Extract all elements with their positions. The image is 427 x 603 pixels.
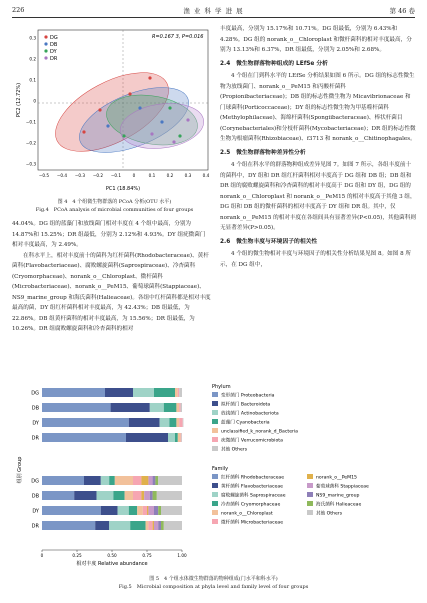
point-dr [186,118,189,121]
bar-segment [148,476,152,485]
bar-segment [129,506,137,515]
pcoa-xlabel: PC1 (18.84%) [105,186,141,192]
composition-xtick: 1.00 [177,553,187,558]
legend-swatch [212,492,218,497]
journal-title: 渔 业 科 学 进 展 [183,7,244,15]
pcoa-chart [12,24,217,199]
legend-swatch [212,437,218,442]
legend-label: 放线菌门 Actinobacteriota [221,411,279,417]
pcoa-ytick: 0 [33,98,36,104]
right-paragraph-1: 丰度最高，分别为 15.17%和 10.71%。DG 组最低，分别为 6.43%和 4.28%。DG 组的 norank_o__Chloroplast 和微杆菌科的相对丰度最高，分别为 13.13%和 6.37%，DR 组最低，分别为 2.05%和 2.68%。 [220,26,412,53]
composition-ylabel: 组别 Group [17,456,23,484]
bar-segment [42,403,111,412]
header-rule [12,17,415,18]
bar-segment [176,403,179,412]
bar-segment [42,388,105,397]
pcoa-xtick: 0 [132,173,136,178]
legend-dg: DG [50,35,58,41]
bar-segment [148,506,154,515]
bar-segment [146,521,149,530]
composition-xtick: 0.25 [72,553,82,558]
bar-segment [158,476,182,485]
left-paragraph-1: 44.04%。DG 组的蓝藻门和放线菌门相对丰度在 4 个组中最高，分别为 14.87%和 15.25%；DR 组最低，分别为 2.12%和 4.93%。DY 组疣微菌门相对丰度最高，为 2.49%。 [12,221,206,248]
legend-swatch [307,510,313,515]
bar-segment [158,506,161,515]
bar-segment [150,403,164,412]
bar-segment [153,476,156,485]
bar-segment [109,521,130,530]
legend-label: 疣微菌门 Verrucomicrobiota [221,438,283,444]
legend-swatch [212,446,218,451]
pcoa-xtick: −0.1 [110,173,122,178]
legend-swatch [212,428,218,433]
bar-segment [42,491,74,500]
bar-segment [95,521,109,530]
group-label: DY [32,420,39,427]
legend-label: 冷杏菌科 Cryomorphaceae [221,502,281,508]
bar-segment [126,433,168,442]
bar-segment [42,476,84,485]
group-label: DB [31,405,39,412]
pcoa-xtick: 0.1 [148,173,156,178]
bar-segment [125,491,133,500]
point-dg [98,108,101,111]
bar-segment [154,506,158,515]
bar-segment [133,491,141,500]
section-2-6-heading: 2.6 微生物丰度与环境因子的相关性 [220,238,318,245]
pcoa-ytick: −0.3 [25,161,36,167]
bar-segment [175,388,178,397]
legend-label: 变形菌门 Proteobacteria [221,393,275,399]
bar-segment [153,521,154,530]
group-label: DY [32,508,39,515]
point-db [138,106,141,109]
group-label: DG [31,478,39,485]
bar-segment [141,476,148,485]
pcoa-xtick: −0.4 [56,173,68,178]
section-2-5-heading: 2.5 微生物群落物种差异性分析 [220,149,306,156]
bar-segment [113,491,124,500]
left-paragraph-2: 在科水平上，相对丰度前十的菌科为红杆菌科(Rhodobacteraceae)、黄杆菌科(Flavobacteriaceae)、腐败螺旋菌科(Saprospiraceae)、冷杏菌科(Cryomorphaceae)、norank_o__Chloroplast、微杆菌科(Microbacteriaceae)、norank_o__PeM15、葡萄球菌科(Stappiaceae)、NS9_marine_group 和海氏菌科(Halieaceae)。各组中红杆菌科都是相对丰度最高的菌，DY 组红杆菌科相对丰度最高，为 42.43%；DB 组最低，为 22.86%。DB 组黄杆菌科的相对丰度最高，为 15.56%；DR 组最低，为 10.26%。DR 组腐败螺旋菌科和冷杏菌科的相对 [12,252,211,332]
pcoa-xtick: −0.3 [74,173,86,178]
bar-segment [109,476,115,485]
bar-segment [154,388,175,397]
point-dy [122,134,125,137]
legend-swatch [212,474,218,479]
bar-segment [175,433,178,442]
legend-swatch [212,410,218,415]
bar-segment [137,506,143,515]
legend-swatch-dy [44,49,47,52]
legend-swatch [307,474,313,479]
legend-swatch-db [44,42,47,45]
group-label: DB [31,493,39,500]
bar-segment [164,403,177,412]
fig5-caption-en: Fig.5 Microbial composition at phyla level and family level of four groups [118,584,309,590]
bar-segment [143,506,147,515]
composition-chart [16,380,411,570]
bar-segment [133,388,154,397]
point-dy [178,134,181,137]
volume-label: 第 46 卷 [389,7,415,15]
bar-segment [176,418,179,427]
family-legend-title: Family [212,466,229,472]
legend-label: 拟杆菌门 Bacteroidota [221,402,271,408]
section-2-6-text: 4 个组的微生物相对丰度与环境因子的相关性分析结果见图 8。如图 8 所示，在 DG 组中， [220,251,412,268]
legend-swatch [307,501,313,506]
bar-segment [178,388,179,397]
bar-segment [111,403,150,412]
legend-label: 海氏菌科 Halieaceae [316,502,362,508]
fig4-caption-cn: 图 4 4 个组微生物群落的 PCoA 分析(OTU 水平) [57,199,172,205]
bar-segment [169,418,176,427]
bar-segment [129,418,160,427]
group-label: DR [31,523,39,530]
pcoa-xtick: −0.2 [92,173,104,178]
bar-segment [183,418,184,427]
bar-segment [181,433,182,442]
bar-segment [148,521,152,530]
fig5-caption-cn: 图 5 4 个组水体微生物群落的物种组成(门水平和科水平) [149,576,278,582]
legend-label: 其他 Others [221,447,248,453]
bar-segment [153,491,157,500]
bar-segment [161,521,164,530]
bar-segment [164,521,182,530]
fig4-caption-en: Fig.4 PCoA analysis of microbial communities of four groups [35,207,194,213]
bar-segment [155,476,158,485]
legend-label: 其他 Others [316,511,343,517]
bar-segment [130,521,145,530]
bar-segment [42,433,126,442]
bar-segment [101,506,118,515]
legend-db: DB [50,42,58,48]
bar-segment [115,476,133,485]
composition-xlabel: 相对丰度 Relative abundance [76,561,148,567]
pcoa-xtick: 0.2 [166,173,174,178]
point-dg [82,130,85,133]
legend-swatch [212,419,218,424]
bar-segment [42,506,101,515]
pcoa-ytick: 0.2 [29,56,36,62]
pcoa-ytick: 0.3 [29,35,36,41]
group-label: DG [31,390,39,397]
legend-swatch [212,519,218,524]
legend-swatch-dr [44,56,47,59]
legend-swatch [212,483,218,488]
legend-swatch-dg [44,35,47,38]
legend-label: 蓝藻门 Cyanobacteria [221,420,270,426]
point-dr [172,140,175,143]
composition-xtick: 0.50 [107,553,117,558]
bar-segment [74,491,96,500]
legend-label: 红杆菌科 Rhodobacteraceae [221,475,285,481]
bar-segment [160,418,170,427]
bar-segment [144,491,150,500]
composition-xtick: 0 [40,553,44,558]
legend-label: NS9_marine_group [316,493,360,499]
legend-label: norank_o__PeM15 [316,475,357,481]
legend-label: 微杆菌科 Microbacteriaceae [221,520,284,526]
legend-dr: DR [50,56,58,62]
bar-segment [181,433,182,442]
legend-label: norank_o__Chloroplast [221,511,273,517]
legend-swatch [307,492,313,497]
bar-segment [179,418,183,427]
bar-segment [150,491,153,500]
pcoa-xtick: 0.3 [184,173,192,178]
point-dy [168,106,171,109]
legend-swatch [212,401,218,406]
legend-swatch [307,483,313,488]
bar-segment [147,506,148,515]
pcoa-ytick: −0.1 [25,119,36,125]
point-dg [148,76,151,79]
pcoa-xtick: 0.4 [202,173,210,178]
left-column [12,219,211,335]
bar-segment [154,521,158,530]
point-dg [128,92,131,95]
group-label: DR [31,435,39,442]
pcoa-xtick: −0.5 [38,173,50,178]
legend-label: unclassified_k_norank_d_Bacteria [221,429,298,435]
right-column [220,24,416,270]
legend-label: 黄杆菌科 Flavobacteriaceae [221,484,283,490]
bar-segment [97,491,114,500]
bar-segment [105,388,133,397]
pcoa-ytick: −0.2 [25,140,36,146]
legend-swatch [212,501,218,506]
bar-segment [161,506,182,515]
bar-segment [158,521,161,530]
bar-segment [168,433,175,442]
point-dr [150,132,153,135]
bar-segment [42,418,129,427]
legend-label: 葡萄球菌科 Stappiaceae [316,484,369,490]
legend-dy: DY [50,49,57,55]
pcoa-ytick: 0.1 [29,77,36,83]
bar-segment [141,491,144,500]
bar-segment [179,403,180,412]
phylum-legend-title: Phylum [212,384,231,390]
point-db [106,124,109,127]
bar-segment [101,476,109,485]
composition-xtick: 0.75 [142,553,152,558]
bar-segment [179,388,182,397]
section-2-4-text: 4 个组在门到科水平的 LEfSe 分析结果如图 6 所示。DG 组的标志性微生物为放线菌门、norank_o__PeM15 和丙酸杆菌科(Propionibacteriaceae)；DB 组的标志性微生物为 Micavibrionaceae 和门球菌科(Porticoccaceae)；DY 组的标志性微生物为甲基噬杆菌科(Methylophilaceae)、海绵杆菌科(Spongiibacteraceae)、棒状杆菌目(Corynebacteriales)和分枝杆菌科(Mycobacteriaceae)；DR 组的标志性微生物为根瘤菌科(Rhizobiaceae)、f3713 和 norank_o__Chitinophagales。 [220,73,416,142]
bar-segment [42,521,95,530]
page-number: 226 [12,6,25,14]
bar-segment [84,476,101,485]
bar-segment [181,403,182,412]
bar-segment [178,433,181,442]
bar-segment [157,491,182,500]
legend-swatch [212,392,218,397]
point-db [160,120,163,123]
bar-segment [133,476,141,485]
pcoa-ylabel: PC2 (12.72%) [16,82,22,118]
legend-label: 腐败螺旋菌科 Saprospiraceae [221,493,286,499]
section-2-5-text: 4 个组在科水平的群落物种组成差异见图 7。如图 7 所示，各组丰度前十的菌科中，DY 组和 DR 组红杆菌科相对丰度高于 DG 组和 DB 组；DB 组和 DR 组的腐败螺旋菌科和冷杏菌科的相对丰度高于 DG 组和 DY 组，DG 组的 norank_o__Chloroplast 和 norank_o__PeM15 的相对丰度高于其他 3 组，DG 组和 DB 组的微杆菌科的相对丰度高于 DY 组和 DR 组。其中，仅 norank_o__PeM15 的相对丰度在各组间具有显著差异(P<0.05)，其他菌科则无显著差异(P>0.05)。 [220,162,416,231]
legend-swatch [212,510,218,515]
bar-segment [118,506,129,515]
pcoa-stat: R=0.167 3, P=0.016 [152,34,204,40]
section-2-4-heading: 2.4 微生物群落物种组成的 LEfSe 分析 [220,60,328,67]
